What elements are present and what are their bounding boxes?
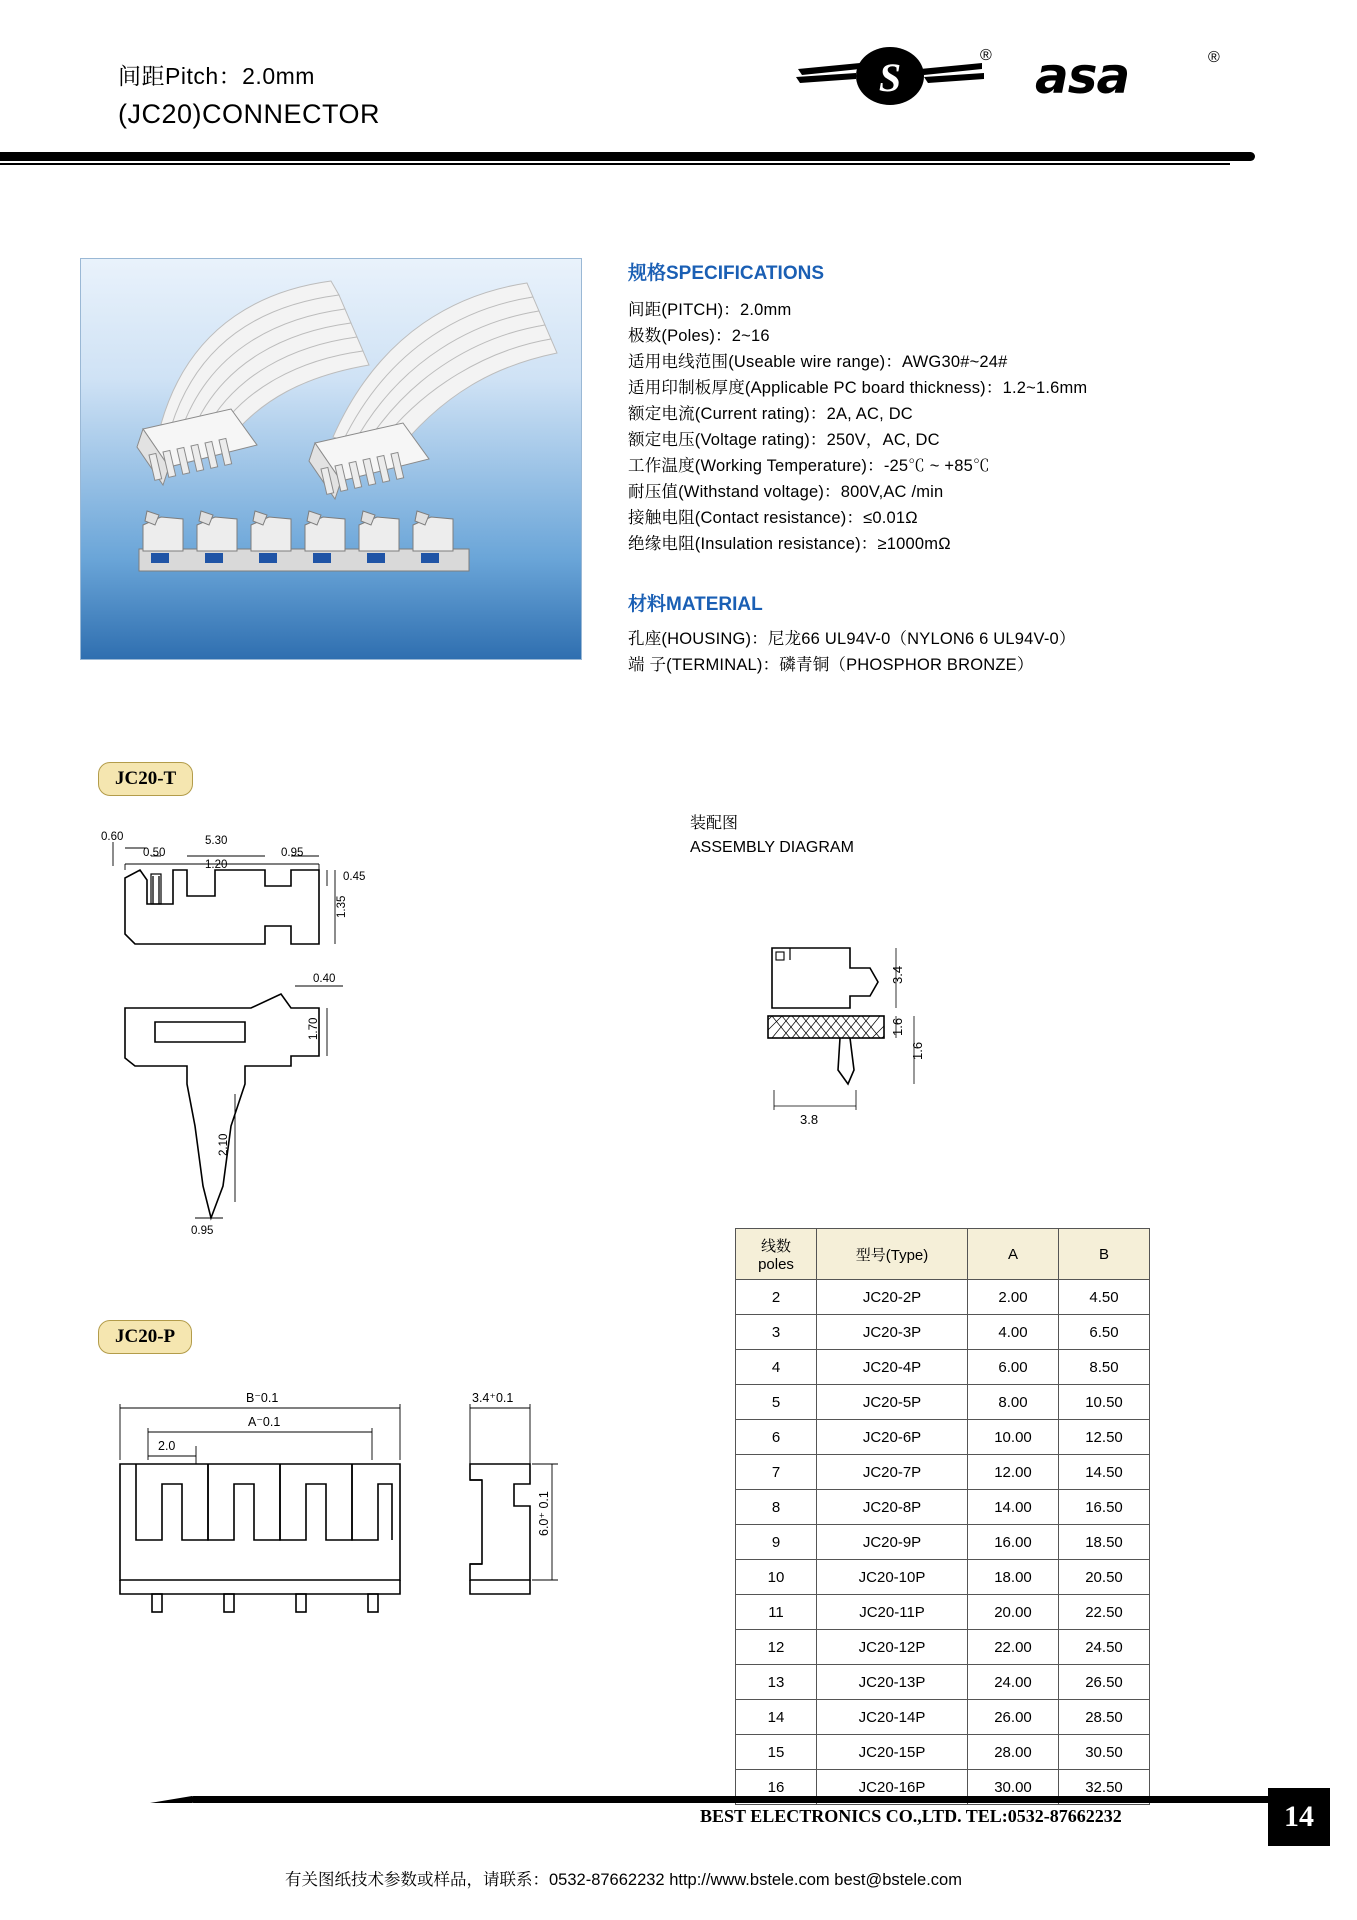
footer-rule-cap — [150, 1796, 192, 1803]
cell-poles: 16 — [736, 1770, 817, 1805]
assembly-dim-16a: 1.6 — [890, 1017, 905, 1036]
spec-line-insulation-resistance: 绝缘电阻(Insulation resistance)：≥1000mΩ — [628, 535, 951, 553]
table-row — [736, 1385, 1150, 1420]
dim-a: A⁻0.1 — [248, 1415, 281, 1429]
cell-a: 14.00 — [968, 1490, 1059, 1525]
dim-height: 6.0⁺ 0.1 — [537, 1491, 551, 1536]
cell-poles: 15 — [736, 1735, 817, 1770]
cell-b: 4.50 — [1059, 1280, 1150, 1315]
dim-width: 3.4⁺0.1 — [472, 1391, 514, 1405]
cell-type: JC20-16P — [817, 1770, 968, 1805]
cell-a: 16.00 — [968, 1525, 1059, 1560]
svg-text:0.40: 0.40 — [313, 973, 336, 985]
cell-b: 30.50 — [1059, 1735, 1150, 1770]
table-row — [736, 1735, 1150, 1770]
table-header-row — [736, 1229, 1150, 1280]
table-row — [736, 1560, 1150, 1595]
cell-a: 20.00 — [968, 1595, 1059, 1630]
spec-line-wire-range: 适用电线范围(Useable wire range)：AWG30#~24# — [628, 353, 1008, 371]
cell-type: JC20-13P — [817, 1665, 968, 1700]
cell-a: 8.00 — [968, 1385, 1059, 1420]
cell-type: JC20-5P — [817, 1385, 968, 1420]
cell-b: 28.50 — [1059, 1700, 1150, 1735]
cell-type: JC20-10P — [817, 1560, 968, 1595]
table-row — [736, 1665, 1150, 1700]
header-rule — [0, 152, 1255, 161]
cell-poles: 8 — [736, 1490, 817, 1525]
table-row — [736, 1350, 1150, 1385]
cell-b: 8.50 — [1059, 1350, 1150, 1385]
jc20p-housing-drawing — [100, 1380, 660, 1640]
spec-line-voltage-rating: 额定电压(Voltage rating)：250V，AC, DC — [628, 431, 940, 449]
cell-b: 26.50 — [1059, 1665, 1150, 1700]
th-type: 型号(Type) — [817, 1229, 968, 1280]
th-a: A — [968, 1229, 1059, 1280]
spec-line-working-temperature: 工作温度(Working Temperature)：-25℃ ~ +85℃ — [628, 457, 990, 475]
cell-b: 16.50 — [1059, 1490, 1150, 1525]
cell-a: 4.00 — [968, 1315, 1059, 1350]
cell-type: JC20-3P — [817, 1315, 968, 1350]
cell-poles: 13 — [736, 1665, 817, 1700]
type-dimension-table — [735, 1228, 1150, 1805]
cell-type: JC20-9P — [817, 1525, 968, 1560]
cell-poles: 9 — [736, 1525, 817, 1560]
cell-a: 22.00 — [968, 1630, 1059, 1665]
spec-line-current-rating: 额定电流(Current rating)：2A, AC, DC — [628, 405, 913, 423]
assembly-dim-34: 3.4 — [890, 965, 905, 984]
th-b: B — [1059, 1229, 1150, 1280]
footer-company: BEST ELECTRONICS CO.,LTD. TEL:0532-87662232 — [700, 1806, 1122, 1826]
cell-type: JC20-14P — [817, 1700, 968, 1735]
svg-text:0.45: 0.45 — [343, 871, 366, 883]
svg-text:S: S — [878, 55, 902, 100]
th-poles — [736, 1229, 817, 1280]
jc20t-terminal-drawing — [95, 826, 515, 1246]
svg-text:1.20: 1.20 — [205, 859, 228, 871]
header-rule-thin — [0, 163, 1230, 165]
registered-mark-bs: ® — [980, 47, 992, 64]
assembly-dim-38: 3.8 — [800, 1112, 819, 1127]
cell-a: 18.00 — [968, 1560, 1059, 1595]
table-row — [736, 1420, 1150, 1455]
page-header — [0, 0, 1357, 150]
registered-mark-asa: ® — [1208, 49, 1220, 66]
asa-wordmark: asa — [1035, 47, 1130, 105]
cell-a: 2.00 — [968, 1280, 1059, 1315]
spec-line-poles: 极数(Poles)：2~16 — [628, 327, 770, 345]
svg-text:0.95: 0.95 — [281, 847, 304, 859]
cell-b: 14.50 — [1059, 1455, 1150, 1490]
connector-photo-illustration — [81, 259, 581, 659]
svg-text:2.10: 2.10 — [218, 1133, 230, 1156]
cell-type: JC20-4P — [817, 1350, 968, 1385]
cell-poles: 2 — [736, 1280, 817, 1315]
cell-b: 18.50 — [1059, 1525, 1150, 1560]
cell-b: 20.50 — [1059, 1560, 1150, 1595]
cell-type: JC20-6P — [817, 1420, 968, 1455]
table-body — [736, 1280, 1150, 1805]
table-row — [736, 1455, 1150, 1490]
table-row — [736, 1525, 1150, 1560]
product-photo — [80, 258, 582, 660]
cell-type: JC20-2P — [817, 1280, 968, 1315]
table-header — [736, 1229, 1150, 1280]
svg-text:0.50: 0.50 — [143, 847, 166, 859]
table-row — [736, 1280, 1150, 1315]
table-row — [736, 1630, 1150, 1665]
cell-poles: 10 — [736, 1560, 817, 1595]
cell-a: 10.00 — [968, 1420, 1059, 1455]
cell-type: JC20-12P — [817, 1630, 968, 1665]
header-title-block — [118, 58, 638, 130]
cell-poles: 6 — [736, 1420, 817, 1455]
assembly-label-en: ASSEMBLY DIAGRAM — [690, 839, 854, 856]
dim-pitch: 2.0 — [158, 1439, 176, 1453]
cell-b: 6.50 — [1059, 1315, 1150, 1350]
spec-line-withstand-voltage: 耐压值(Withstand voltage)：800V,AC /min — [628, 483, 944, 501]
cell-a: 28.00 — [968, 1735, 1059, 1770]
material-line-housing: 孔座(HOUSING)：尼龙66 UL94V-0（NYLON6 6 UL94V-0） — [628, 630, 1076, 648]
assembly-dim-16b: 1.6 — [910, 1041, 925, 1060]
cell-b: 32.50 — [1059, 1770, 1150, 1805]
logo-area — [790, 45, 1240, 117]
section-tag-jc20t: JC20-T — [98, 762, 193, 796]
cell-b: 10.50 — [1059, 1385, 1150, 1420]
bs-logo-icon — [790, 45, 990, 110]
cell-poles: 7 — [736, 1455, 817, 1490]
table-row — [736, 1490, 1150, 1525]
cell-poles: 11 — [736, 1595, 817, 1630]
assembly-label-cn: 装配图 — [690, 815, 739, 832]
cell-a: 26.00 — [968, 1700, 1059, 1735]
cell-poles: 4 — [736, 1350, 817, 1385]
cell-poles: 12 — [736, 1630, 817, 1665]
cell-b: 24.50 — [1059, 1630, 1150, 1665]
assembly-diagram-label — [690, 812, 854, 860]
spec-line-pitch: 间距(PITCH)：2.0mm — [628, 301, 792, 319]
page-number: 14 — [1268, 1788, 1330, 1846]
cell-type: JC20-11P — [817, 1595, 968, 1630]
assembly-diagram-drawing — [750, 920, 1030, 1180]
cell-poles: 3 — [736, 1315, 817, 1350]
footer-contact: 有关图纸技术参数或样品，请联系：0532-87662232 http://www.bstele.com best@bstele.com — [285, 1871, 962, 1889]
material-line-terminal: 端 子(TERMINAL)：磷青铜（PHOSPHOR BRONZE） — [628, 656, 1034, 674]
svg-text:0.60: 0.60 — [101, 831, 124, 843]
cell-type: JC20-8P — [817, 1490, 968, 1525]
section-tag-jc20p: JC20-P — [98, 1320, 192, 1354]
th-poles-cn: 线数 — [760, 1238, 791, 1255]
dim-b: B⁻0.1 — [246, 1391, 279, 1405]
table-row — [736, 1595, 1150, 1630]
cell-type: JC20-15P — [817, 1735, 968, 1770]
cell-a: 12.00 — [968, 1455, 1059, 1490]
page-title: (JC20)CONNECTOR — [118, 99, 381, 129]
material-title: 材料MATERIAL — [628, 594, 763, 615]
footer-rule — [190, 1796, 1270, 1803]
table-row — [736, 1315, 1150, 1350]
th-poles-en: poles — [758, 1256, 794, 1273]
svg-text:0.95: 0.95 — [191, 1225, 214, 1237]
cell-type: JC20-7P — [817, 1455, 968, 1490]
cell-b: 12.50 — [1059, 1420, 1150, 1455]
cell-b: 22.50 — [1059, 1595, 1150, 1630]
spec-line-contact-resistance: 接触电阻(Contact resistance)：≤0.01Ω — [628, 509, 918, 527]
svg-text:1.70: 1.70 — [308, 1017, 320, 1040]
svg-text:1.35: 1.35 — [336, 895, 348, 918]
cell-poles: 14 — [736, 1700, 817, 1735]
cell-a: 24.00 — [968, 1665, 1059, 1700]
cell-poles: 5 — [736, 1385, 817, 1420]
cell-a: 30.00 — [968, 1770, 1059, 1805]
specifications-block — [628, 258, 1328, 678]
cell-a: 6.00 — [968, 1350, 1059, 1385]
pitch-label: 间距Pitch：2.0mm — [118, 63, 315, 89]
svg-text:5.30: 5.30 — [205, 835, 228, 847]
specifications-title: 规格SPECIFICATIONS — [628, 263, 824, 284]
table-row — [736, 1700, 1150, 1735]
spec-line-pcb-thickness: 适用印制板厚度(Applicable PC board thickness)：1.2~1.6mm — [628, 379, 1088, 397]
